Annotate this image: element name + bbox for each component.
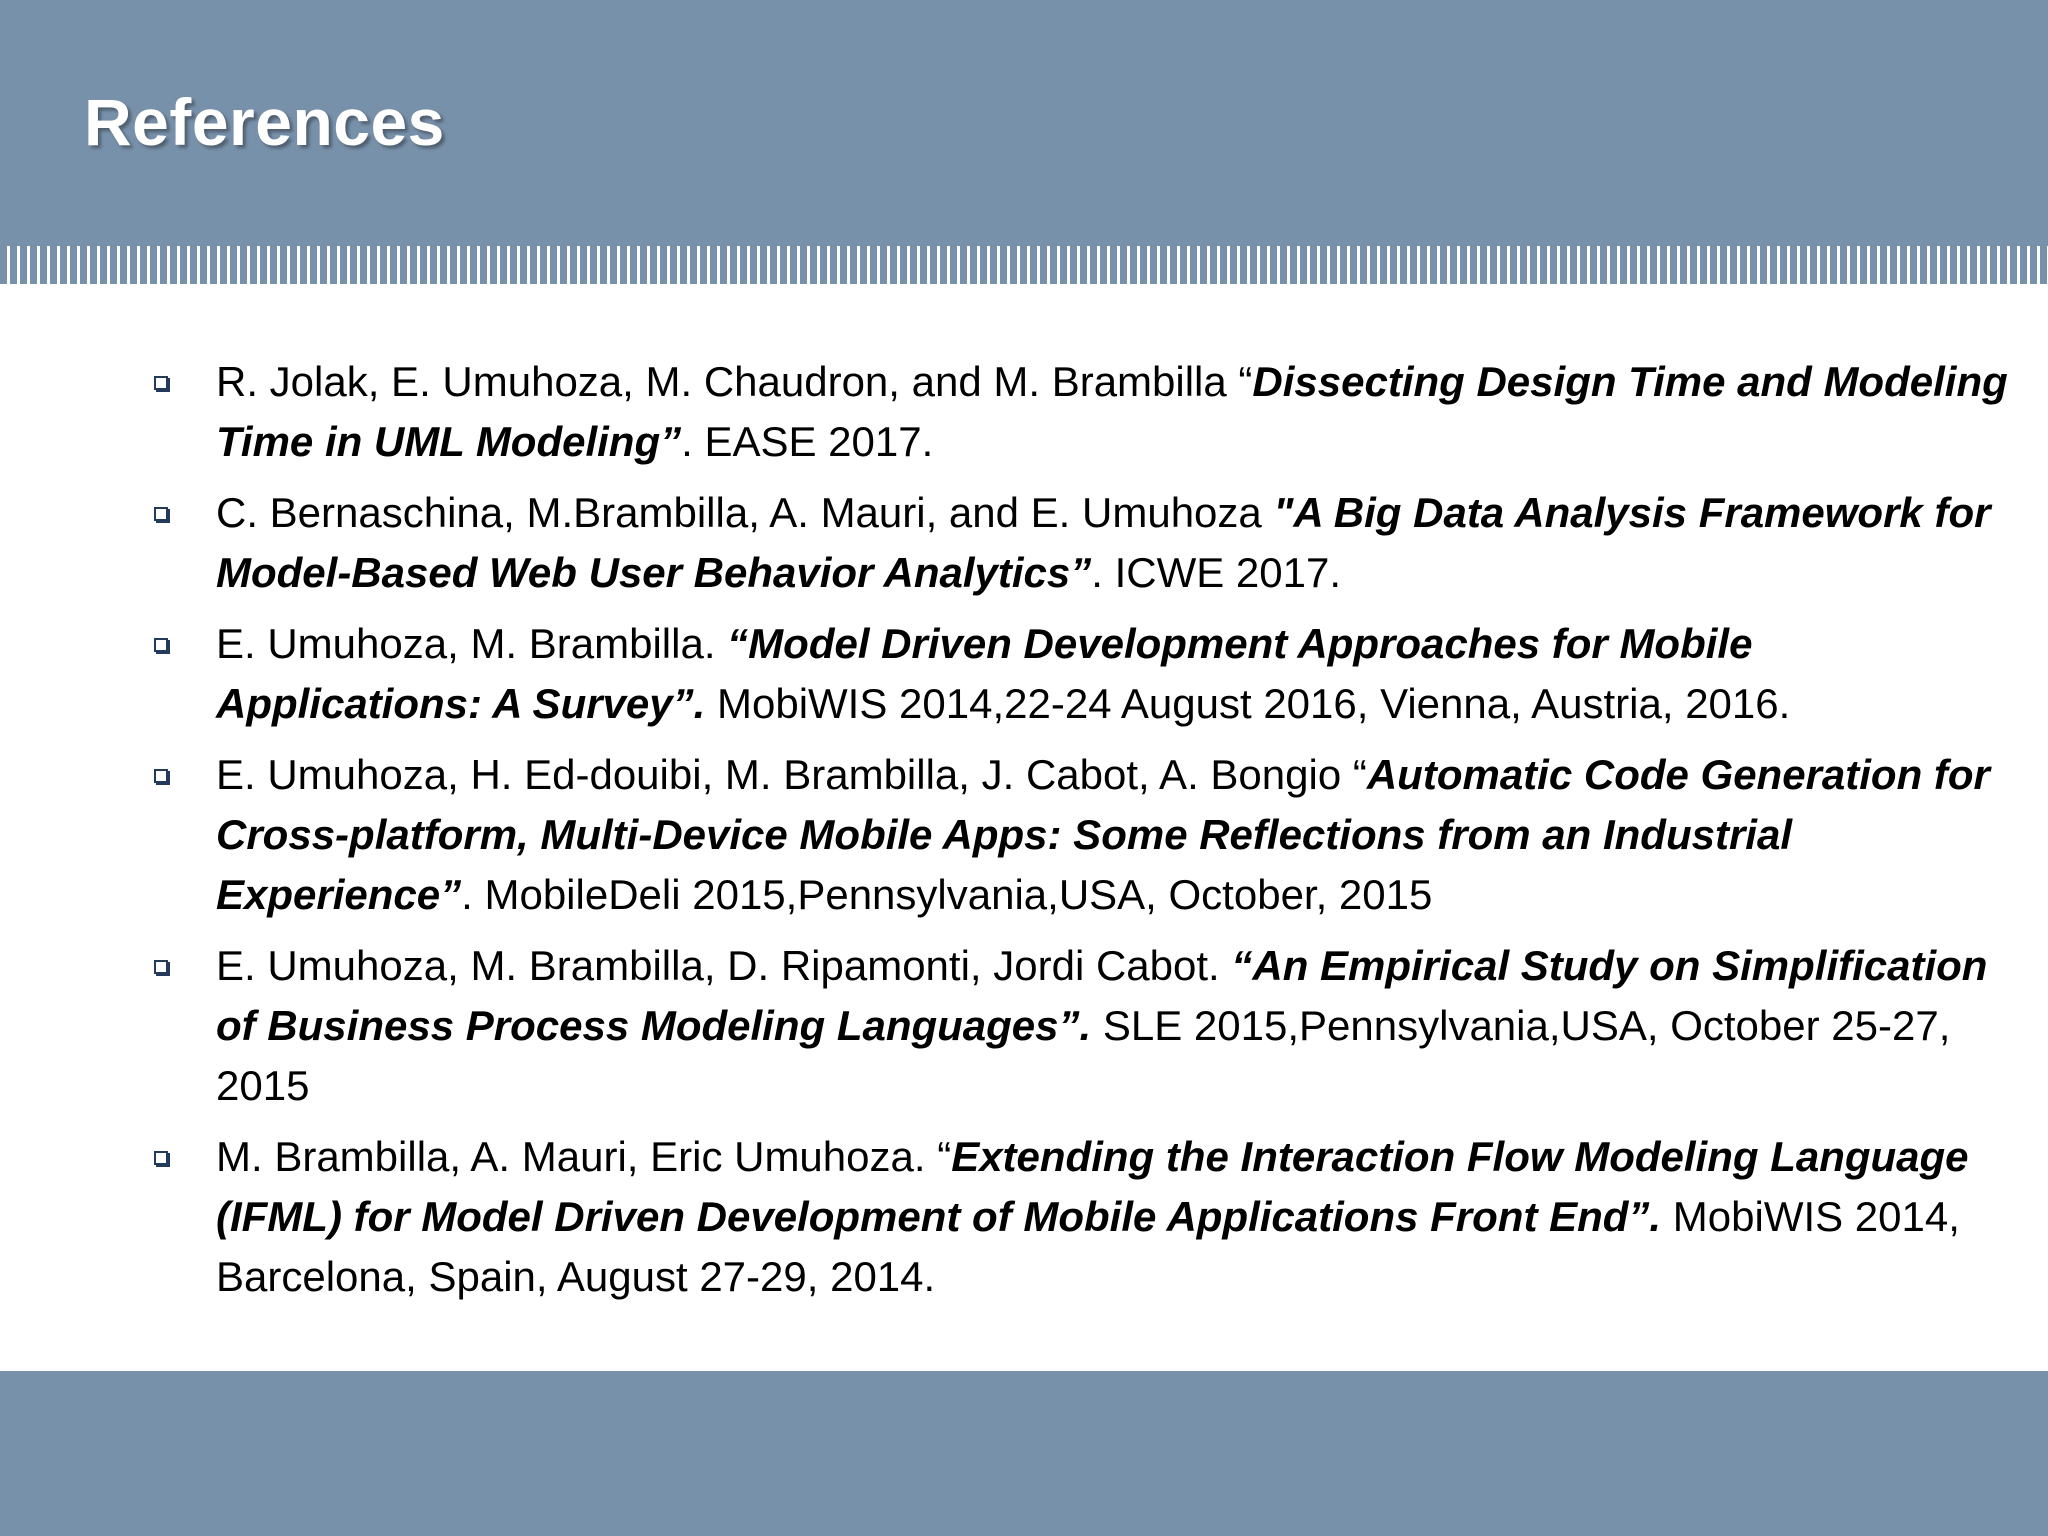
reference-title: “Model Driven Development Approaches for Mobile Applications: A Survey”. — [216, 620, 1753, 727]
reference-title: Automatic Code Generation for Cross-platform, Multi-Device Mobile Apps: Some Reflections from an Industrial Experience” — [216, 751, 1990, 918]
reference-venue: MobiWIS 2014,22-24 August 2016, Vienna, Austria, 2016. — [705, 680, 1791, 727]
reference-venue: SLE 2015,Pennsylvania,USA, October 25-27, 2015 — [216, 1002, 1951, 1109]
slide-title: References — [84, 85, 445, 159]
reference-authors: E. Umuhoza, M. Brambilla. — [216, 620, 728, 667]
reference-item — [0, 936, 2048, 1116]
hollow-square-icon — [154, 960, 168, 974]
reference-title: Dissecting Design Time and Modeling Time in UML Modeling” — [216, 358, 2008, 465]
reference-venue: . MobileDeli 2015,Pennsylvania,USA, October, 2015 — [461, 871, 1433, 918]
reference-authors: E. Umuhoza, H. Ed-douibi, M. Brambilla, J. Cabot, A. Bongio “ — [216, 751, 1367, 798]
reference-item — [0, 352, 2048, 472]
hollow-square-icon — [154, 507, 168, 521]
reference-item — [0, 614, 2048, 734]
reference-authors: R. Jolak, E. Umuhoza, M. Chaudron, and M. Brambilla “ — [216, 358, 1253, 405]
reference-title: “An Empirical Study on Simplification of Business Process Modeling Languages”. — [216, 942, 1988, 1049]
reference-item — [0, 483, 2048, 603]
footer-band — [0, 1371, 2048, 1536]
title-band — [0, 0, 2048, 246]
reference-item — [0, 1127, 2048, 1307]
reference-title: Extending the Interaction Flow Modeling Language (IFML) for Model Driven Development of Mobile Applications Front End”. — [216, 1133, 1969, 1240]
reference-venue: . EASE 2017. — [681, 418, 934, 465]
reference-title: "A Big Data Analysis Framework for Model-Based Web User Behavior Analytics” — [216, 489, 1991, 596]
hollow-square-icon — [154, 376, 168, 390]
reference-authors: C. Bernaschina, M.Brambilla, A. Mauri, and E. Umuhoza — [216, 489, 1274, 536]
reference-venue: MobiWIS 2014, Barcelona, Spain, August 27-29, 2014. — [216, 1193, 1960, 1300]
reference-list — [0, 352, 2048, 1318]
reference-authors: E. Umuhoza, M. Brambilla, D. Ripamonti, Jordi Cabot. — [216, 942, 1232, 989]
hollow-square-icon — [154, 1151, 168, 1165]
reference-authors: M. Brambilla, A. Mauri, Eric Umuhoza. “ — [216, 1133, 952, 1180]
tick-stripe — [0, 246, 2048, 284]
hollow-square-icon — [154, 769, 168, 783]
hollow-square-icon — [154, 638, 168, 652]
reference-venue: . ICWE 2017. — [1091, 549, 1342, 596]
reference-item — [0, 745, 2048, 925]
